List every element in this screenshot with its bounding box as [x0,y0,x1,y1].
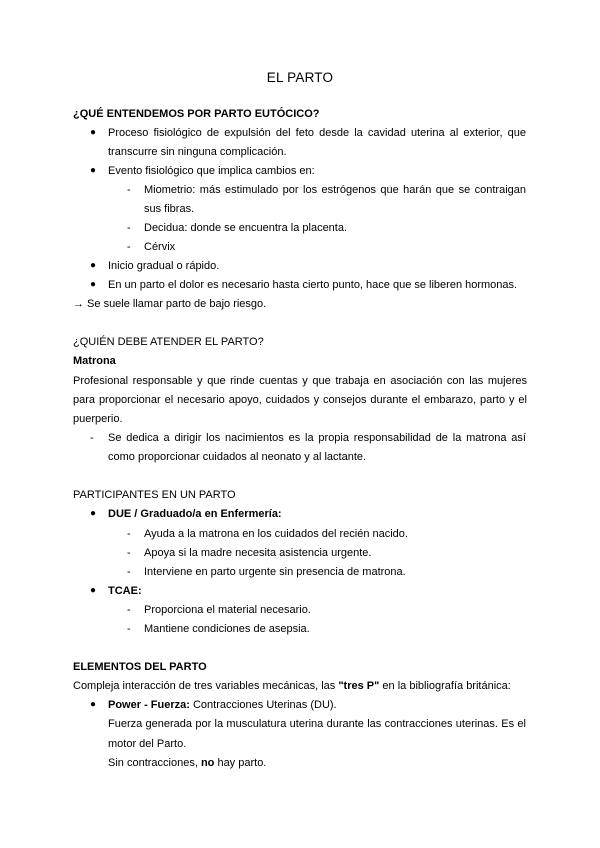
dash-icon: - [127,241,131,253]
section4-line1: Fuerza generada por la musculatura uterina durante las contracciones uterinas. Es el [108,718,526,730]
section4-bullet1: Power - Fuerza: Contracciones Uterinas (DU). [108,699,337,711]
section4-line2: motor del Parto. [108,738,187,750]
bullet-icon: ● [90,585,97,596]
section3-group1-title: DUE / Graduado/a en Enfermería: [108,508,282,520]
section1-arrow-note: → Se suele llamar parto de bajo riesgo. [73,298,267,310]
page-title: EL PARTO [266,70,334,85]
section4-intro: Compleja interacción de tres variables mecánicas, las "tres P" en la bibliografía británica: [73,680,511,692]
bullet-icon: ● [90,260,97,271]
section1-bullet1-line2: transcurre sin ninguna complicación. [108,146,287,158]
section2-dash-line1: Se dedica a dirigir los nacimientos es la propia responsabilidad de la matrona así [108,432,526,444]
dash-icon: - [127,222,131,234]
section3-group2-item: Mantiene condiciones de asepsia. [144,623,310,635]
bullet-icon: ● [90,699,97,710]
section4-line3: Sin contracciones, no hay parto. [108,757,267,769]
section2-para-line1: Profesional responsable y que rinde cuentas y que trabaja en asociación con las mujeres [73,375,527,387]
section2-heading: ¿QUIÉN DEBE ATENDER EL PARTO? [73,336,264,348]
section2-para-line3: puerperio. [73,413,123,425]
dash-icon: - [127,184,131,196]
bullet-icon: ● [90,127,97,138]
section1-bullet4: En un parto el dolor es necesario hasta cierto punto, hace que se liberen hormonas. [108,279,518,291]
section1-sub1-line2: sus fibras. [144,203,195,215]
dash-icon: - [90,432,94,444]
dash-icon: - [127,566,131,578]
bullet-icon: ● [90,165,97,176]
section1-sub2: Decidua: donde se encuentra la placenta. [144,222,348,234]
section1-heading: ¿QUÉ ENTENDEMOS POR PARTO EUTÓCICO? [73,108,320,120]
section2-para-line2: para proporcionar el necesario apoyo, cuidados y consejos durante el embarazo, parto y el [73,394,527,406]
section1-sub1-line1: Miometrio: más estimulado por los estrógenos que harán que se contraigan [144,184,526,196]
section3-heading: PARTICIPANTES EN UN PARTO [73,489,236,501]
section2-dash-line2: como proporcionar cuidados al neonato y al lactante. [108,451,367,463]
dash-icon: - [127,604,131,616]
section3-group1-item: Apoya si la madre necesita asistencia urgente. [144,547,372,559]
dash-icon: - [127,528,131,540]
section2-subheading: Matrona [73,355,116,367]
dash-icon: - [127,623,131,635]
dash-icon: - [127,547,131,559]
section1-bullet3: Inicio gradual o rápido. [108,260,220,272]
section3-group1-item: Ayuda a la matrona en los cuidados del recién nacido. [144,528,408,540]
section3-group2-item: Proporciona el material necesario. [144,604,311,616]
section3-group2-title: TCAE: [108,585,142,597]
section1-bullet1-line1: Proceso fisiológico de expulsión del feto desde la cavidad uterina al exterior, que [108,127,526,139]
bullet-icon: ● [90,508,97,519]
bullet-icon: ● [90,279,97,290]
section3-group1-item: Interviene en parto urgente sin presencia de matrona. [144,566,406,578]
section1-bullet2: Evento fisiológico que implica cambios en: [108,165,315,177]
section1-sub3: Cérvix [144,241,176,253]
section4-heading: ELEMENTOS DEL PARTO [73,661,207,673]
